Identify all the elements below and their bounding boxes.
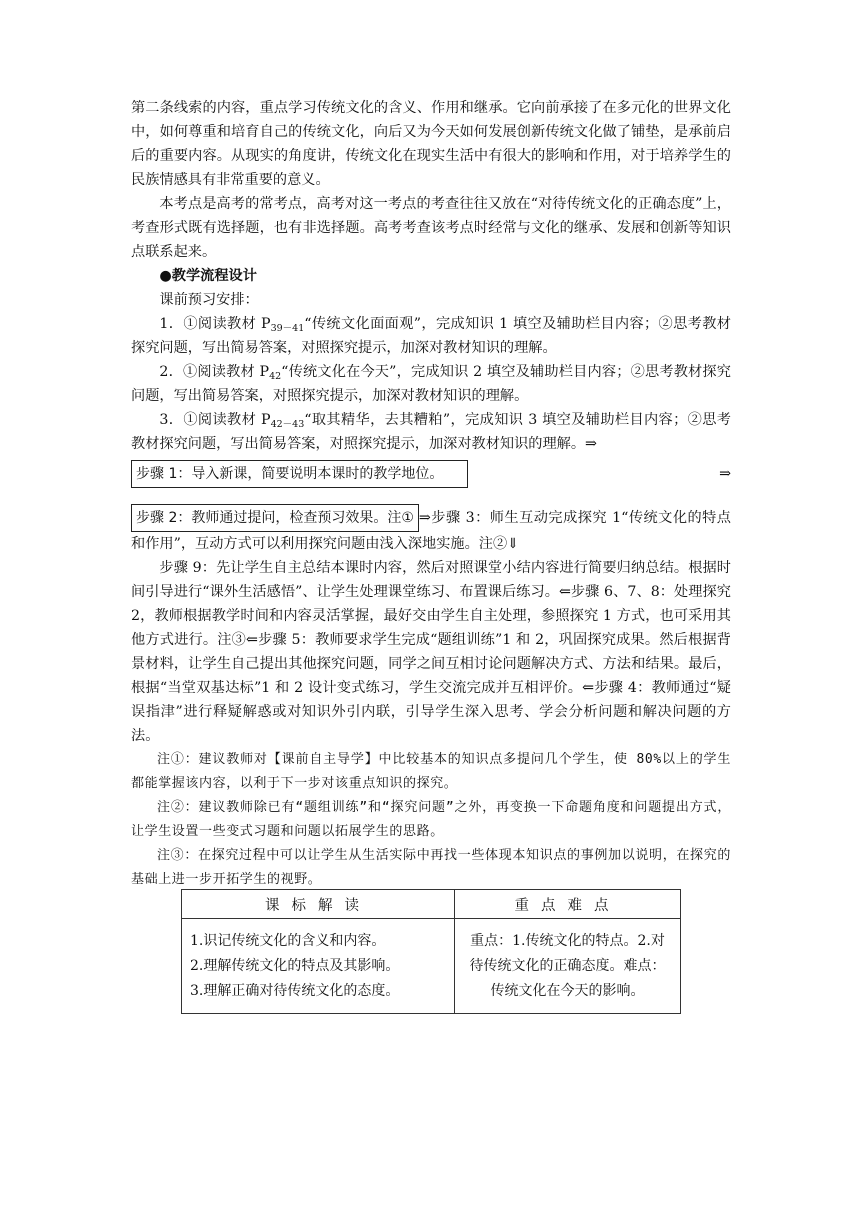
step-1-row [131,460,731,488]
note-2: 注②：建议教师除已有“题组训练”和“探究问题”之外，再变换一下命题角度和问题提出方式，让学生设置一些变式习题和问题以拓展学生的思路。 [131,800,731,839]
note-1: 注①：建议教师对【课前自主导学】中比较基本的知识点多提问几个学生，使 80%以上的学生都能掌握该内容，以利于下一步对该重点知识的探究。 [131,752,731,791]
preview-item-3: 3．①阅读教材 $P_{42-43}“$取其精华，去其糟粕”，完成知识 3 填空及辅助栏目内容；②思考教材探究问题，写出简易答案，对照探究提示，加深对教材知识的理解。⇒ [131,412,731,452]
preview-label: 课前预习安排： [159,292,259,308]
preview-item-2: 2．①阅读教材 $P_{42}“$传统文化在今天”，完成知识 2 填空及辅助栏目内容；②思考教材探究问题，写出简易答案，对照探究提示，加深对教材知识的理解。 [131,364,731,404]
list-item: 3.理解正确对待传统文化的态度。 [190,982,400,999]
table-header-left: 课标解读 [182,890,455,919]
table-header-right: 重点难点 [455,890,681,919]
intro-paragraph-2: 本考点是高考的常考点，高考对这一考点的考查往往又放在“对待传统文化的正确态度”上，考查形式既有选择题，也有非选择题。高考考查该考点时经常与文化的继承、发展和创新等知识点联系起来。 [131,196,731,260]
step-3-text: ⇒步骤 3：师生互动完成探究 1“传统文化的特点和作用”，互动方式可以利用探究问题由浅入深地实施。注②⇓ [131,510,731,552]
step-2-box: 步骤 2：教师通过提问，检查预习效果。注① [131,504,419,532]
note-3: 注③：在探究过程中可以让学生从生活实际中再找一些体现本知识点的事例加以说明，在探究的基础上进一步开拓学生的视野。 [131,848,731,887]
preview-item-1: 1．①阅读教材 $P_{39-41}“$传统文化面面观”，完成知识 1 填空及辅助栏目内容；②思考教材探究问题，写出简易答案，对照探究提示，加深对教材知识的理解。 [131,316,731,356]
document-body [131,96,731,892]
list-item: 1.识记传统文化的含义和内容。 [190,932,386,949]
right-arrow-icon: ⇒ [719,466,731,482]
table-cell-right: 重点：1.传统文化的特点。2.对待传统文化的正确态度。难点：传统文化在今天的影响。 [455,919,681,1014]
section-title: ●教学流程设计 [159,268,257,284]
step-1-box: 步骤 1：导入新课，简要说明本课时的教学地位。 [131,460,468,488]
list-item: 2.理解传统文化的特点及其影响。 [190,957,400,974]
curriculum-table [181,889,681,1014]
steps-paragraph: 步骤 9：先让学生自主总结本课时内容，然后对照课堂小结内容进行简要归纳总结。根据时间引导进行“课外生活感悟”、让学生处理课堂练习、布置课后练习。⇐步骤 6、7、8：处理探究 2，教师根据教学时间和内容灵活掌握，最好交由学生自主处理，参照探究 1 方式，也可采用其他方式进行。注③⇐步骤 5：教师要求学生完成“题组训练”1 和 2，巩固探究成果。然后根据背景材料，让学生自己提出其他探究问题，同学之间互相讨论问题解决方式、方法和结果。最后，根据“当堂双基达标”1 和 2 设计变式练习，学生交流完成并互相评价。⇐步骤 4：教师通过“疑误指津”进行释疑解惑或对知识外引内联，引导学生深入思考、学会分析问题和解决问题的方法。 [131,560,731,744]
table-cell-left [182,919,455,1014]
intro-paragraph-1: 第二条线索的内容，重点学习传统文化的含义、作用和继承。它向前承接了在多元化的世界文化中，如何尊重和培育自己的传统文化，向后又为今天如何发展创新传统文化做了铺垫，是承前启后的重要内容。从现实的角度讲，传统文化在现实生活中有很大的影响和作用，对于培养学生的民族情感具有非常重要的意义。 [131,100,731,188]
step-2-3-paragraph [131,504,731,556]
